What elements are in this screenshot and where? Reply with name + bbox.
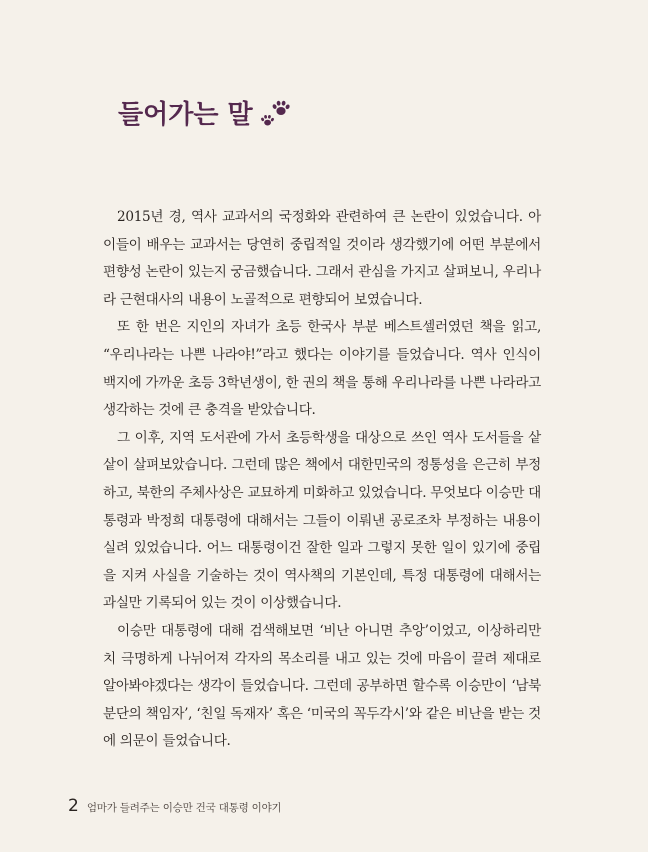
chapter-title: 들어가는 말 [118, 100, 253, 130]
body-text [103, 204, 541, 756]
chapter-heading [118, 96, 293, 128]
paragraph: 이승만 대통령에 대해 검색해보면 ‘비난 아니면 추앙’이었고, 이상하리만치 극명하게 나뉘어져 각자의 목소리를 내고 있는 것에 마음이 끌려 제대로 알아봐야겠다는 생각이 들었습니다. 그런데 공부하면 할수록 이승만이 ‘남북 분단의 책임자’, ‘친일 독재자’ 혹은 ‘미국의 꼭두각시’와 같은 비난을 받는 것에 의문이 들었습니다. [103, 622, 541, 750]
paw-prints-icon [259, 98, 293, 130]
page-number: 2 [68, 796, 79, 816]
paragraph: 또 한 번은 지인의 자녀가 초등 한국사 부분 베스트셀러였던 책을 읽고, “우리나라는 나쁜 나라야!”라고 했다는 이야기를 들었습니다. 역사 인식이 백지에 가까운 초등 3학년생이, 한 권의 책을 통해 우리나라를 나쁜 나라라고 생각하는 것에 큰 충격을 받았습니다. [103, 319, 541, 419]
paragraph: 2015년 경, 역사 교과서의 국정화와 관련하여 큰 논란이 있었습니다. 아이들이 배우는 교과서는 당연히 중립적일 것이라 생각했기에 어떤 부분에서 편향성 논란이 있는지 궁금했습니다. 그래서 관심을 가지고 살펴보니, 우리나라 근현대사의 내용이 노골적으로 편향되어 보였습니다. [103, 209, 541, 308]
running-book-title: 엄마가 들려주는 이승만 건국 대통령 이야기 [86, 802, 282, 814]
paragraph: 그 이후, 지역 도서관에 가서 초등학생을 대상으로 쓰인 역사 도서들을 샅샅이 살펴보았습니다. 그런데 많은 책에서 대한민국의 정통성을 은근히 부정하고, 북한의 주체사상은 교묘하게 미화하고 있었습니다. 무엇보다 이승만 대통령과 박정희 대통령에 대해서는 그들이 이뤄낸 공로조차 부정하는 내용이 실려 있었습니다. 어느 대통령이건 잘한 일과 그렇지 못한 일이 있기에 중립을 지켜 사실을 기술하는 것이 역사책의 기본인데, 특정 대통령에 대해서는 과실만 기록되어 있는 것이 이상했습니다. [103, 429, 541, 612]
page-footer [68, 796, 282, 816]
